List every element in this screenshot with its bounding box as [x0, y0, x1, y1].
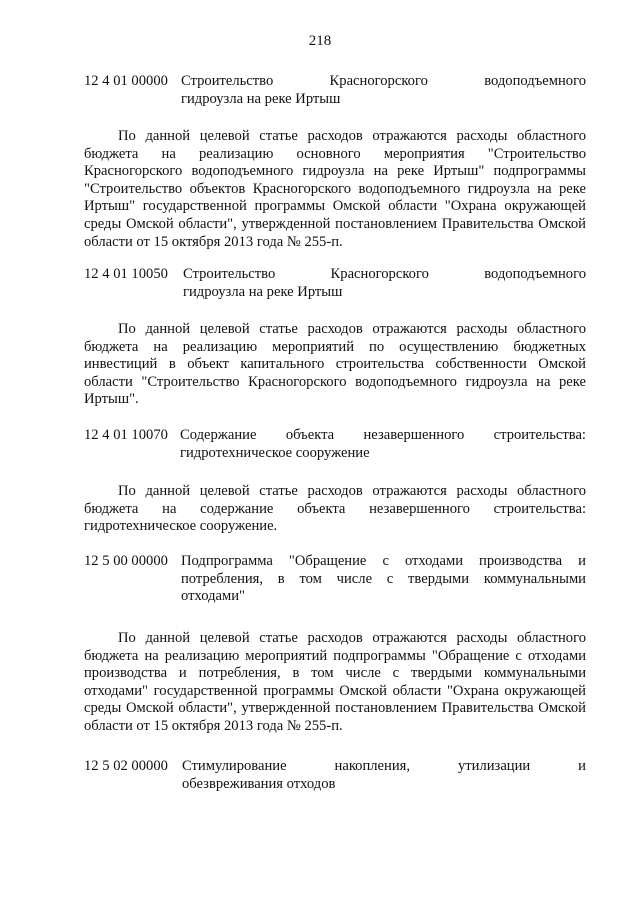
budget-code: 12 5 00 00000 [84, 553, 168, 569]
entry-title-line: обезвреживания отходов [182, 775, 336, 792]
entry-title-line: Строительство Красногорского водоподъемного [181, 73, 586, 89]
entry-title-line: Содержание объекта незавершенного строительства: [180, 427, 586, 443]
budget-code: 12 4 01 10070 [84, 427, 168, 443]
entry-title-line: Строительство Красногорского водоподъемного [183, 266, 586, 282]
entry-description: По данной целевой статье расходов отражаются расходы областного бюджета на реализацию мероприятий подпрограммы "Обращение с отходами производства и потребления, в том числе с твердыми коммунальными отходами" государственной программы Омской области "Охрана окружающей среды Омской области", утвержденной постановлением Правительства Омской области от 15 октября 2013 года № 255-п. [84, 630, 586, 734]
entry-title-line: гидроузла на реке Иртыш [183, 283, 343, 300]
budget-code: 12 5 02 00000 [84, 758, 168, 774]
entry-description: По данной целевой статье расходов отражаются расходы областного бюджета на реализацию мероприятий по осуществлению бюджетных инвестиций в объект капитального строительства собственности Омской области "Строительство Красногорского водоподъемного гидроузла на реке Иртыш". [84, 321, 586, 408]
budget-code: 12 4 01 10050 [84, 266, 168, 282]
page-number: 218 [308, 33, 332, 49]
entry-description: По данной целевой статье расходов отражаются расходы областного бюджета на содержание объекта незавершенного строительства: гидротехническое сооружение. [84, 483, 586, 535]
budget-entry-heading [84, 73, 586, 108]
entry-title-line: потребления, в том числе с твердыми коммунальными отходами" [181, 570, 586, 604]
entry-title-line: гидроузла на реке Иртыш [181, 90, 341, 107]
entry-title-line: Подпрограмма "Обращение с отходами производства и [181, 553, 586, 569]
entry-title-line: Стимулирование накопления, утилизации и [182, 758, 586, 774]
entry-title-line: гидротехническое сооружение [180, 444, 370, 461]
budget-entry-heading [84, 758, 586, 793]
budget-code: 12 4 01 00000 [84, 73, 168, 89]
budget-entry-heading [84, 553, 586, 606]
entry-description: По данной целевой статье расходов отражаются расходы областного бюджета на реализацию основного мероприятия "Строительство Красногорского водоподъемного гидроузла на реке Иртыш" подпрограммы "Строительство объектов Красногорского водоподъемного гидроузла на реке Иртыш" государственной программы Омской области "Охрана окружающей среды Омской области", утвержденной постановлением Правительства Омской области от 15 октября 2013 года № 255-п. [84, 128, 586, 250]
budget-entry-heading [84, 427, 586, 462]
budget-entry-heading [84, 266, 586, 301]
